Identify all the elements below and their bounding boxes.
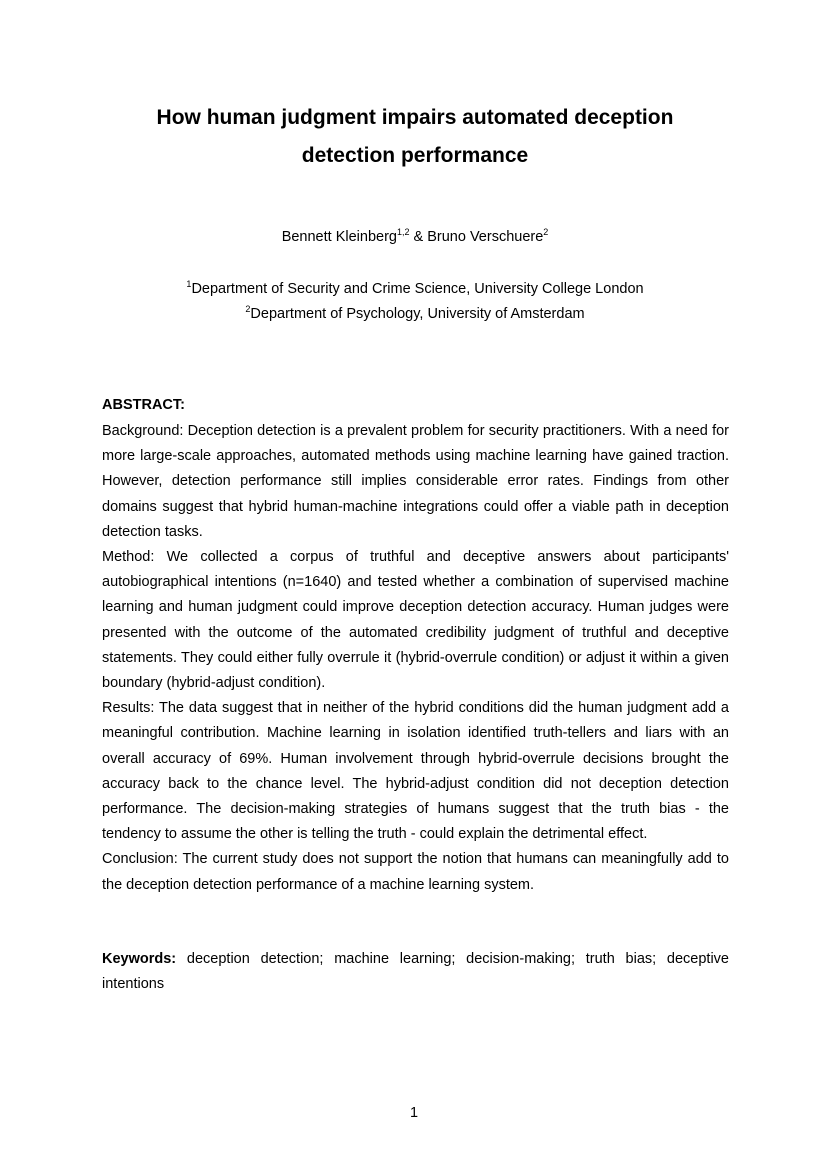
abstract-method: Method: We collected a corpus of truthful and deceptive answers about participants' autobiographical intentions (n=1640) and tested whether a combination of supervised machine learning and human judgment could improve deception detection accuracy. Human judges were presented with the outcome of the automated credibility judgment of truthful and deceptive statements. They could either fully overrule it (hybrid-overrule condition) or adjust it within a given boundary (hybrid-adjust condition). [102, 549, 729, 692]
affiliation [100, 302, 730, 327]
keywords-label: Keywords: [102, 951, 177, 967]
abstract-body [102, 419, 729, 898]
author-list [100, 227, 730, 247]
author-affiliation-marker: 2 [543, 227, 549, 238]
abstract-results: Results: The data suggest that in neither of the hybrid conditions did the human judgment add a meaningful contribution. Machine learning in isolation identified truth-tellers and liars with an overall accuracy of 69%. Human involvement through hybrid-overrule decisions brought the accuracy back to the chance level. The hybrid-adjust condition did not deception detection performance. The decision-making strategies of humans suggest that the truth bias - the tendency to assume the other is telling the truth - could explain the detrimental effect. [102, 700, 729, 843]
affiliation-text: Department of Psychology, University of Amsterdam [250, 306, 585, 322]
author-name: Bruno Verschuere [427, 229, 544, 245]
page-number: 1 [409, 1105, 419, 1121]
keywords-text: deception detection; machine learning; decision-making; truth bias; deceptive intentions [102, 951, 734, 993]
keywords [102, 947, 734, 997]
title-line-2: detection performance [301, 144, 529, 167]
affiliation-list [100, 277, 730, 327]
paper-title [100, 99, 730, 175]
title-line-1: How human judgment impairs automated deception [156, 106, 674, 129]
author-name: Bennett Kleinberg [281, 229, 397, 245]
abstract-background: Background: Deception detection is a prevalent problem for security practitioners. With a need for more large-scale approaches, automated methods using machine learning have gained traction. However, detection performance still implies considerable error rates. Findings from other domains suggest that hybrid human-machine integrations could offer a viable path in deception detection tasks. [102, 423, 729, 540]
abstract-heading: ABSTRACT: [102, 397, 185, 413]
affiliation-marker: 2 [245, 304, 251, 315]
abstract-conclusion: Conclusion: The current study does not support the notion that humans can meaningfully add to the deception detection performance of a machine learning system. [102, 851, 729, 893]
author-affiliation-marker: 1,2 [396, 227, 410, 238]
author-separator: & [409, 229, 428, 245]
affiliation-text: Department of Security and Crime Science, University College London [191, 281, 644, 297]
affiliation-marker: 1 [186, 279, 192, 290]
affiliation [100, 277, 730, 302]
